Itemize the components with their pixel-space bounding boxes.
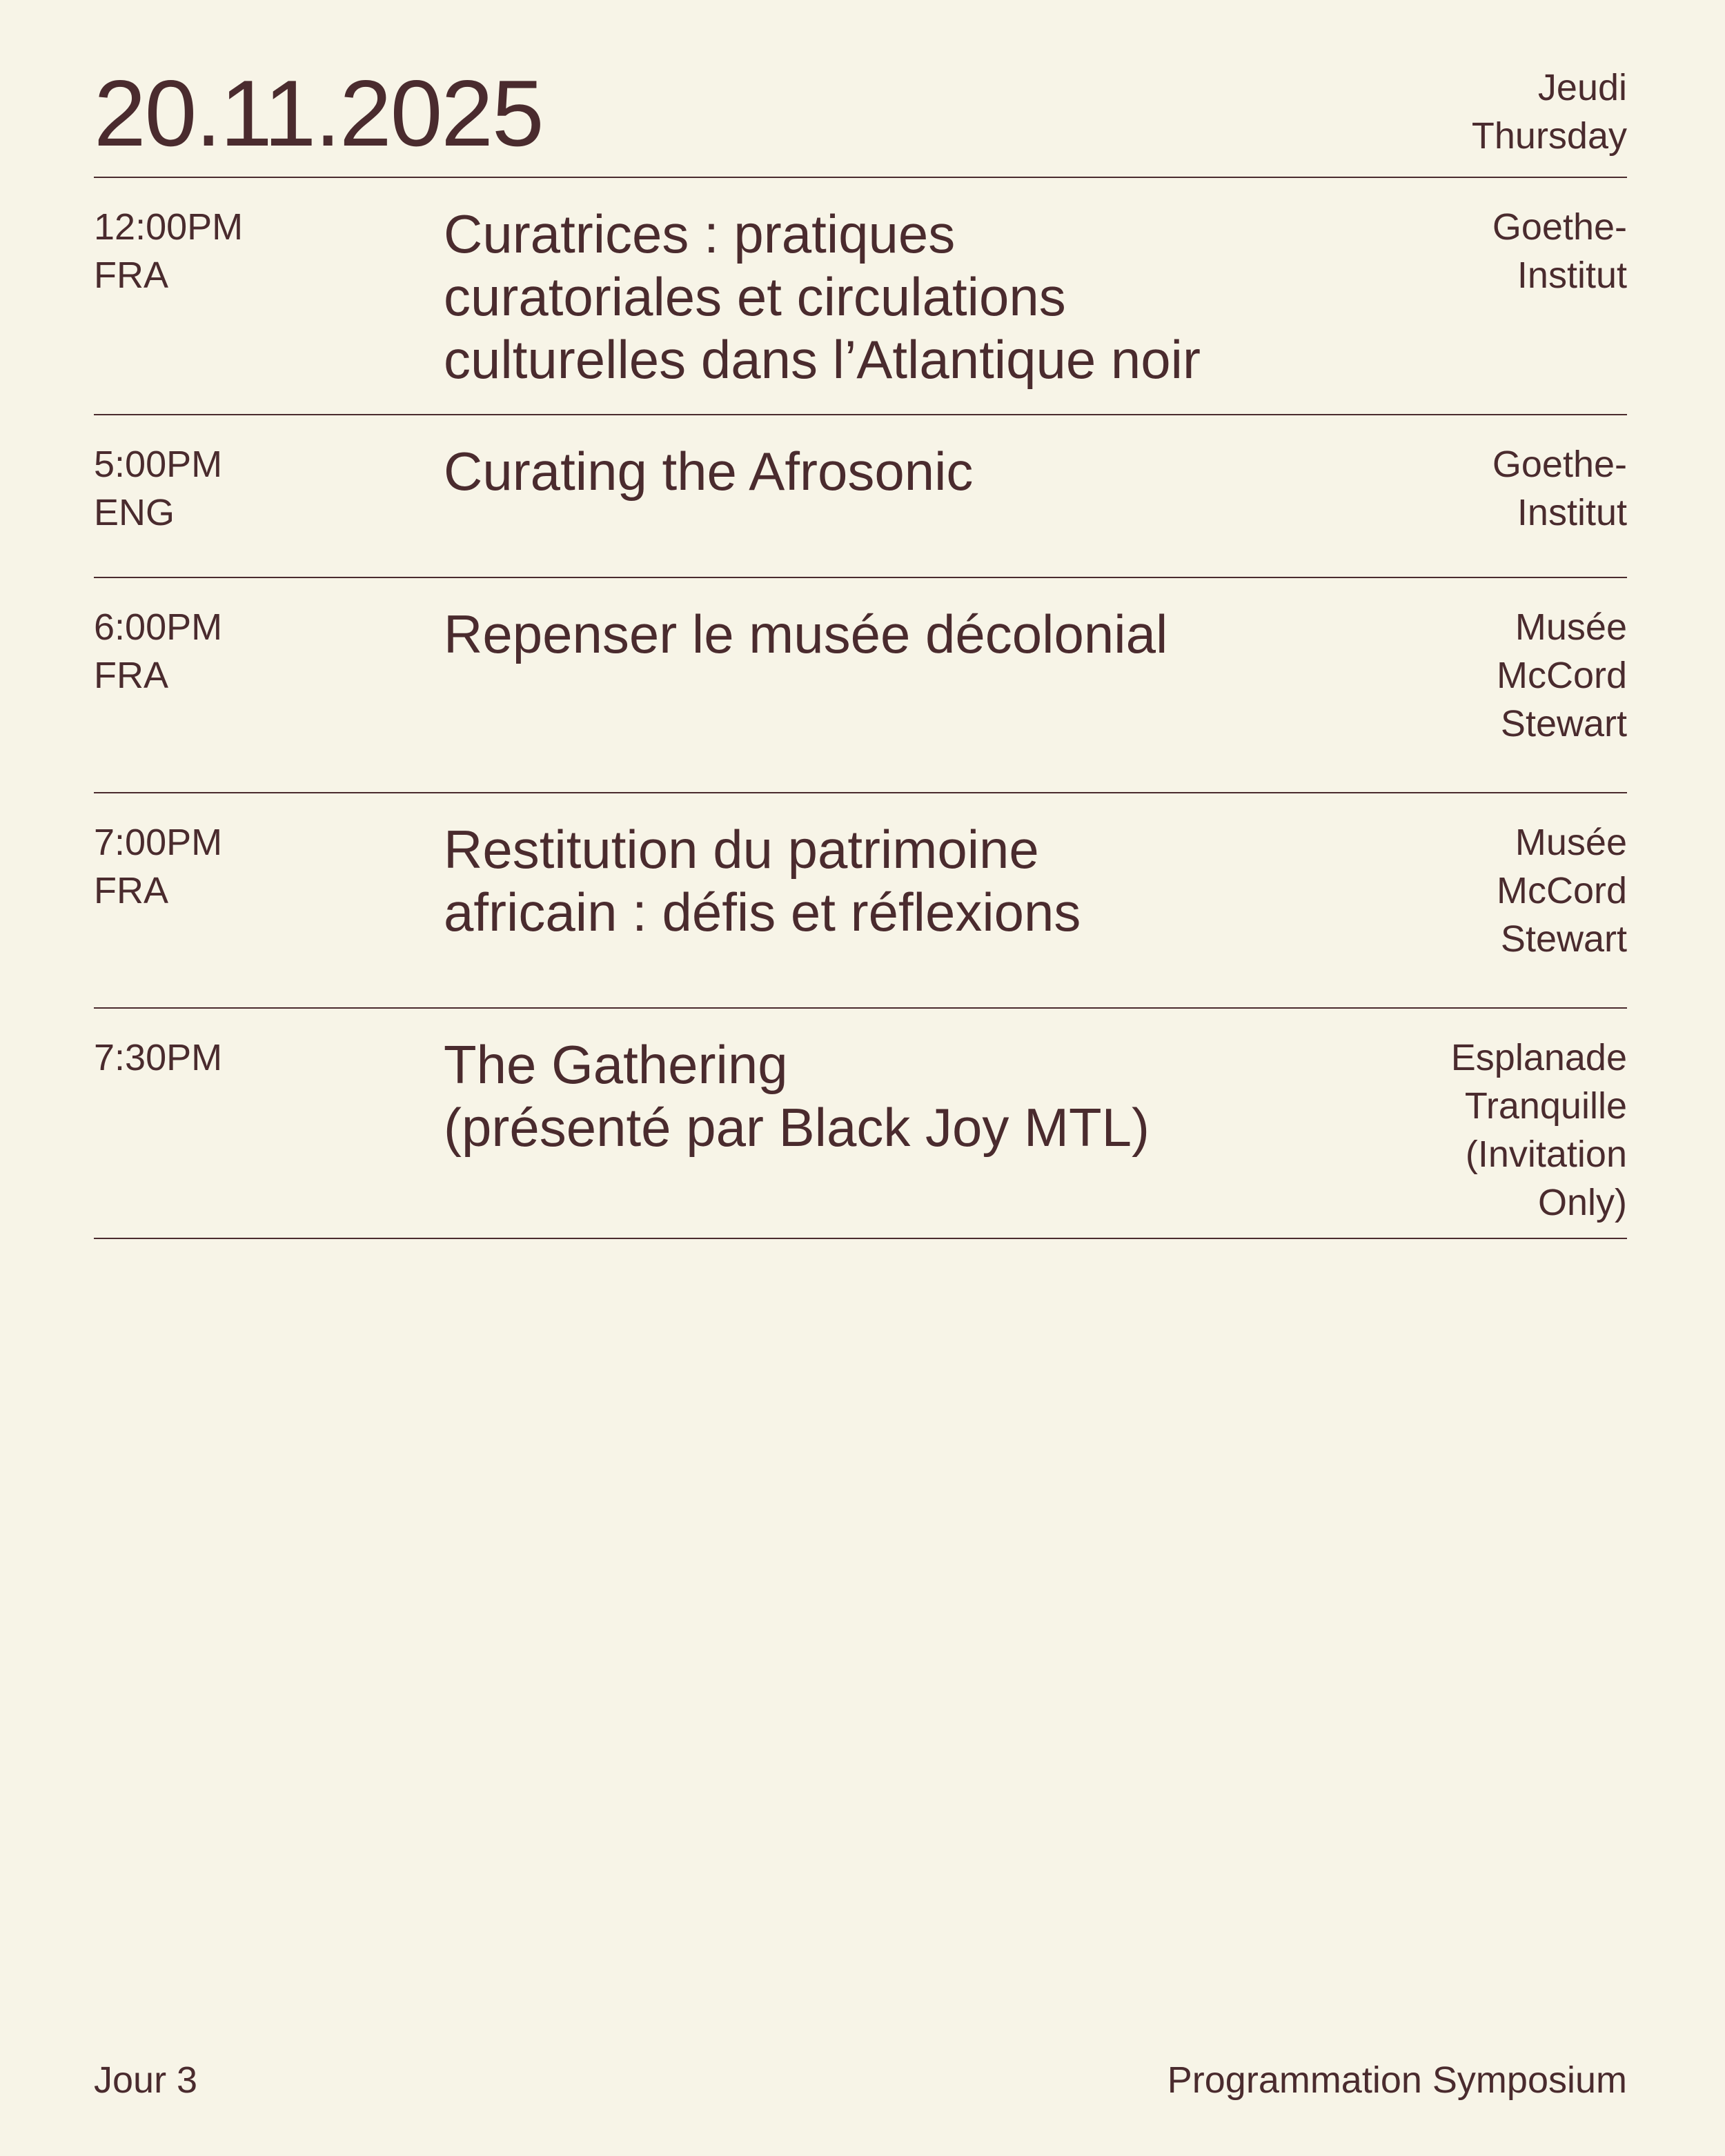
- session-title-line: (présenté par Black Joy MTL): [444, 1097, 1150, 1158]
- session-venue: [1497, 818, 1627, 963]
- session-language: ENG: [94, 492, 175, 533]
- session-title: [444, 203, 1382, 391]
- venue-line: Musée: [1515, 606, 1627, 648]
- session-title: [444, 818, 1382, 944]
- session-language: FRA: [94, 870, 168, 911]
- session-row: [94, 578, 1627, 793]
- session-venue: [1492, 440, 1627, 537]
- venue-line: Only): [1537, 1182, 1627, 1223]
- venue-line: (Invitation: [1465, 1134, 1627, 1175]
- schedule-date: 20.11.2025: [94, 61, 543, 166]
- session-title-line: culturelles dans l’Atlantique noir: [444, 329, 1201, 390]
- session-time: 6:00PM: [94, 606, 223, 648]
- venue-line: McCord: [1496, 655, 1627, 696]
- venue-line: Stewart: [1500, 703, 1627, 744]
- session-title-line: Curatrices : pratiques: [444, 204, 956, 264]
- session-time-lang: [94, 1034, 222, 1082]
- session-row: [94, 793, 1627, 1009]
- session-language: FRA: [94, 255, 168, 296]
- venue-line: Goethe-: [1492, 206, 1627, 248]
- footer-day-label: Jour 3: [94, 2059, 198, 2101]
- session-title-line: Curating the Afrosonic: [444, 441, 974, 502]
- session-title-line: africain : défis et réflexions: [444, 882, 1081, 942]
- footer-program-label: Programmation Symposium: [1167, 2059, 1627, 2101]
- session-title-line: Restitution du patrimoine: [444, 819, 1039, 880]
- venue-line: Esplanade: [1450, 1037, 1627, 1078]
- venue-line: Stewart: [1500, 918, 1627, 960]
- session-title-line: The Gathering: [444, 1034, 788, 1095]
- session-row: [94, 1009, 1627, 1239]
- session-title-line: Repenser le musée décolonial: [444, 604, 1168, 664]
- day-en: Thursday: [1471, 115, 1627, 157]
- schedule-header: [94, 0, 1627, 178]
- venue-line: Musée: [1515, 822, 1627, 863]
- session-time: 7:00PM: [94, 822, 223, 863]
- venue-line: Institut: [1517, 492, 1627, 533]
- session-time: 7:30PM: [94, 1037, 223, 1078]
- session-title: [444, 1034, 1382, 1159]
- session-venue: [1492, 203, 1627, 299]
- session-row: [94, 178, 1627, 415]
- session-time-lang: [94, 203, 243, 299]
- venue-line: Institut: [1517, 255, 1627, 296]
- session-time: 5:00PM: [94, 444, 223, 485]
- session-title: [444, 440, 1382, 503]
- session-time-lang: [94, 603, 222, 700]
- session-time-lang: [94, 818, 222, 915]
- session-venue: [1451, 1034, 1627, 1227]
- session-row: [94, 415, 1627, 578]
- venue-line: Tranquille: [1464, 1085, 1627, 1127]
- session-venue: [1497, 603, 1627, 748]
- session-time-lang: [94, 440, 222, 537]
- day-fr: Jeudi: [1537, 67, 1627, 108]
- day-of-week: [1472, 63, 1627, 160]
- session-language: FRA: [94, 655, 168, 696]
- session-title-line: curatoriales et circulations: [444, 266, 1066, 327]
- venue-line: Goethe-: [1492, 444, 1627, 485]
- session-time: 12:00PM: [94, 206, 244, 248]
- venue-line: McCord: [1496, 870, 1627, 911]
- session-title: [444, 603, 1382, 666]
- schedule-page: [94, 0, 1627, 2156]
